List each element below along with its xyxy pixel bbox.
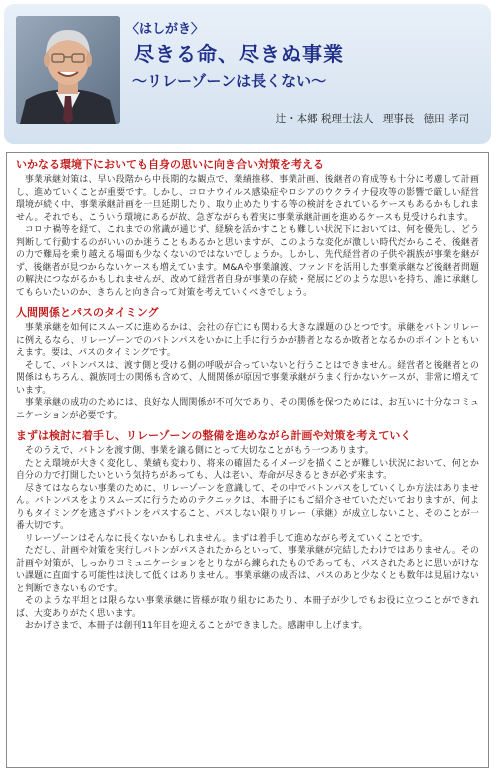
author-role: 理事長 [382,113,415,125]
section-heading: いかなる環境下においても自身の思いに向き合い対策を考える [16,158,324,171]
paragraph: 事業承継を如何にスムーズに進めるかは、会社の存亡にも関わる大きな課題のひとつです。承継をバトンリレーに例えるなら、リレーゾーンでのバトンパスをいかに上手に行うかが勝者となるか敗者となるかのポイントともいえます。要は、パスのタイミングです。 [16,323,479,358]
paragraph: コロナ禍等を経て、これまでの常識が通じず、経験を活かすことも難しい状況下においては、何を優先し、どう判断して行動するのがいいのか迷うこともあるかと思いますが、このような変化が激しい時代だからこそ、後継者の力で難局を乗り越える場面も少なくないのではないでしょうか。しかし、先代経営者の子供や親族が事業を継がず、後継者が見つからないケースも増えています。M&Aや事業譲渡、ファンドを活用した事業承継など後継者問題の解決につながるかもしれませんが、改めて経営者自身が事業の存続・発展にどのような思いを持ち、誰に承継してもらいたいのか、きちんと向き合って対策を考えていくべきでしょう。 [16,225,479,298]
page-title: 尽きる命、尽きぬ事業 [134,42,344,66]
paragraph: 事業承継対策は、早い段階から中長期的な観点で、業績推移、事業計画、後継者の育成等も十分に考慮して計画し、進めていくことが重要です。しかし、コロナウイルス感染症やロシアのウクライナ侵攻等の影響で厳しい経営環境が続く中、事業承継計画を一旦延期したり、取り止めたりする等の検討をされているケースもあるかもしれません。それでも、こういう環境にあるが故、急ぎながらも着実に事業承継計画を進めるケースも見受けられます。 [16,175,479,223]
page-subtitle: ～リレーゾーンは長くない～ [132,72,327,90]
header-banner [4,4,491,144]
paragraph: たとえ環境が大きく変化し、業績も変わり、将来の確固たるイメージを描くことが難しい状況において、何とか自分の力で打開したいという気持ちがあっても、人は老い、寿命が尽きるときが必ず来ます。 [16,458,479,481]
author-organization: 辻・本郷 税理士法人 [275,113,374,125]
section-heading: 人間関係とパスのタイミング [16,306,159,319]
paragraph: ただし、計画や対策を実行しバトンがパスされたからといって、事業承継が完結したわけではありません。その計画や対策が、しっかりコミュニケーションをとりながら練られたものであっても、パスされたあとに思いがけない課題に直面する可能性は決して低くはありません。事業承継の成否は、パスのあと少なくとも数年は見届けないと判断できないものです。 [16,546,479,594]
author-line [270,111,469,126]
paragraph: そのうえで、バトンを渡す側、事業を譲る側にとって大切なことがもう一つあります。 [24,446,374,456]
paragraph: そのような平坦とは限らない事業承継に皆様が取り組むにあたり、本冊子が少しでもお役に立つことができれば、大変ありがたく思います。 [16,596,479,619]
preface-label: 〈はしがき〉 [126,22,205,37]
paragraph: 尽きてはならない事業のために、リレーゾーンを意識して、その中でバトンパスをしていくしか方法はありません。バトンパスをよりスムーズに行うためのテクニックは、本冊子にもご紹介させていただいておりますが、何よりもタイミングを逃さずバトンをパスすること、パスしない限りリレー（承継）が成立しないこと、そのことが一番大切です。 [16,483,479,531]
section-heading: まずは検討に着手し、リレーゾーンの整備を進めながら計画や対策を考えていく [16,429,412,442]
paragraph: リレーゾーンはそんなに長くないかもしれません。まずは着手して進めながら考えていくことです。 [24,533,429,544]
author-name: 徳田 孝司 [423,113,469,125]
author-portrait [16,16,120,124]
section-2 [16,306,479,422]
body-text-box [6,152,489,768]
paragraph: おかげさまで、本冊子は創刊11年目を迎えることができました。感謝申し上げます。 [24,621,368,631]
section-1 [16,158,479,299]
portrait-image [16,16,120,124]
paragraph: そして、バトンパスは、渡す側と受ける側の呼吸が合っていないと行うことはできません。経営者と後継者との関係はもちろん、親族同士の関係も含めて、人間関係が原因で事業承継がうまく行かないケースが、非常に増えています。 [16,360,479,396]
section-3 [16,429,479,633]
paragraph: 事業承継の成功のためには、良好な人間関係が不可欠であり、その関係を保つためには、お互いに十分なコミュニケーションが必要です。 [16,398,479,421]
